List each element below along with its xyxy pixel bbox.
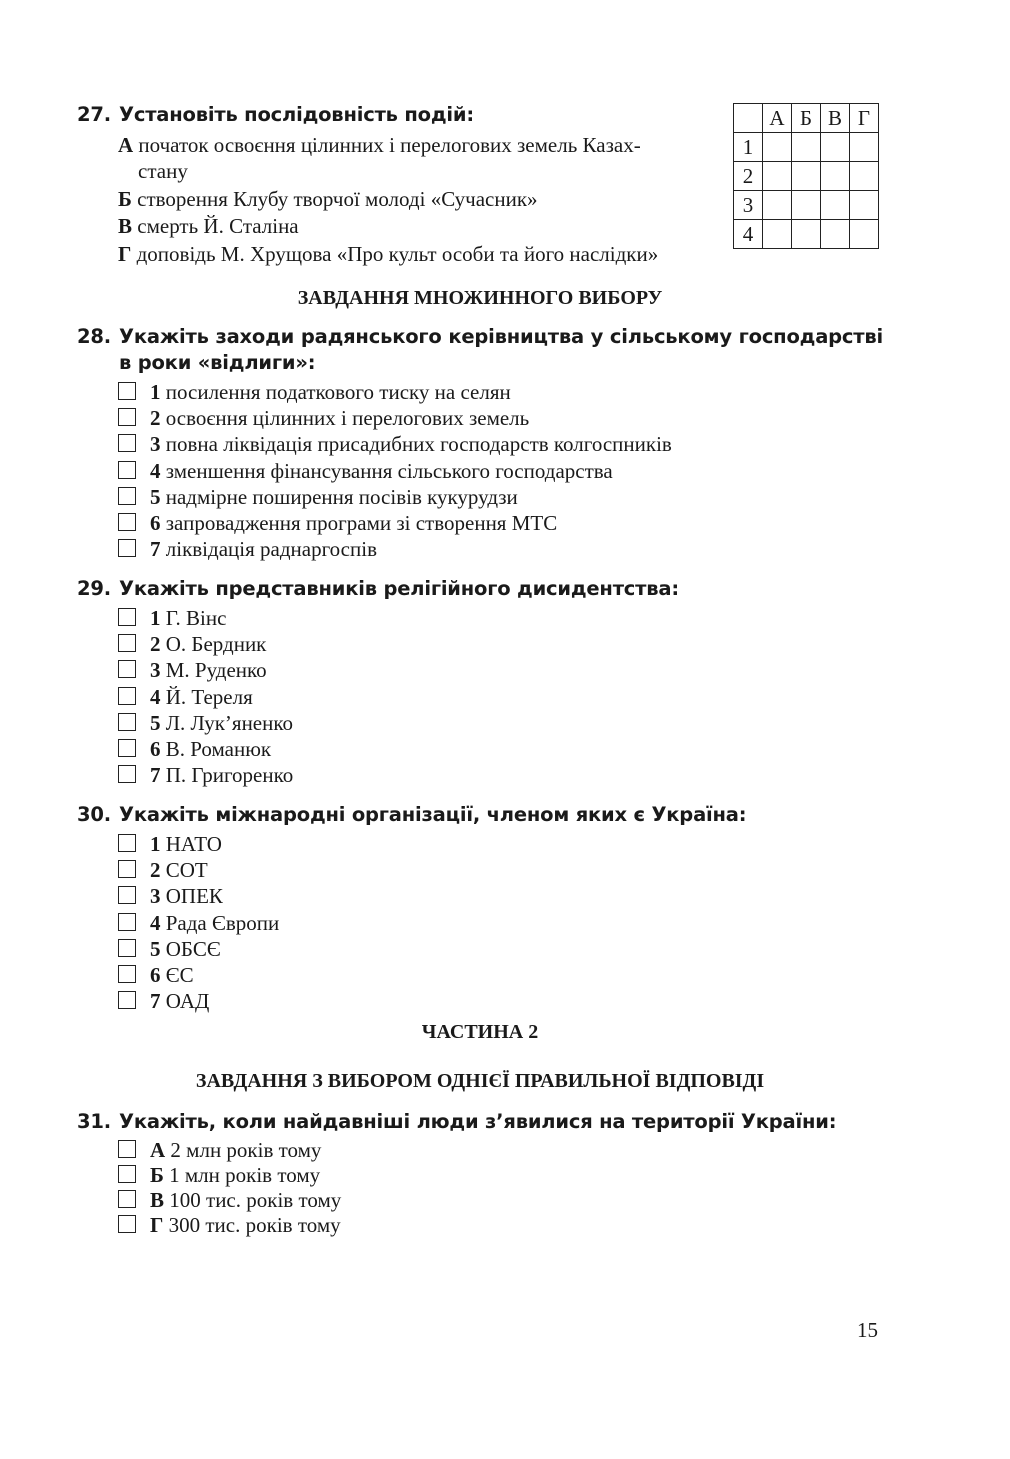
question-text: Установіть послідовність подій: xyxy=(119,103,474,126)
option-checkbox[interactable] xyxy=(118,687,136,705)
grid-cell[interactable] xyxy=(792,191,821,220)
option-checkbox[interactable] xyxy=(118,860,136,878)
grid-cell[interactable] xyxy=(850,162,879,191)
option-checkbox[interactable] xyxy=(118,513,136,531)
option-number: 6 xyxy=(150,963,161,987)
option-checkbox[interactable] xyxy=(118,1165,136,1183)
option-text: Рада Європи xyxy=(165,910,280,935)
option-number: 1 xyxy=(150,380,161,404)
option-label xyxy=(150,1214,341,1236)
option-checkbox[interactable] xyxy=(118,765,136,783)
grid-cell[interactable] xyxy=(821,191,850,220)
page-number: 15 xyxy=(857,1318,878,1342)
option-label xyxy=(150,433,672,455)
grid-col-header: Г xyxy=(850,104,879,133)
grid-cell[interactable] xyxy=(850,133,879,162)
option-number: 6 xyxy=(150,737,161,761)
option-number: 4 xyxy=(150,910,161,935)
option-text: СОТ xyxy=(165,858,208,883)
option-text: ОБСЄ xyxy=(165,936,221,961)
item-text: створення Клубу творчої молоді «Сучасник» xyxy=(137,187,538,211)
option-text: В. Романюк xyxy=(165,737,272,761)
option-checkbox[interactable] xyxy=(118,713,136,731)
option-checkbox[interactable] xyxy=(118,408,136,426)
option-checkbox[interactable] xyxy=(118,1215,136,1233)
option-number: Б xyxy=(150,1163,164,1187)
question-text: Укажіть представників релігійного дисидентства: xyxy=(119,577,679,600)
option-label xyxy=(150,764,293,786)
option-text: ліквідація раднаргоспів xyxy=(165,537,377,562)
option-number: 3 xyxy=(150,884,161,909)
option-checkbox[interactable] xyxy=(118,1190,136,1208)
grid-cell[interactable] xyxy=(850,191,879,220)
option-label xyxy=(150,938,221,960)
option-number: 4 xyxy=(150,458,161,483)
grid-corner-cell xyxy=(734,104,763,133)
grid-cell[interactable] xyxy=(763,133,792,162)
item-letter: Г xyxy=(118,242,132,266)
grid-row-header: 3 xyxy=(734,191,763,220)
option-label xyxy=(150,859,208,881)
grid-row-header: 4 xyxy=(734,220,763,249)
option-text: Г. Вінс xyxy=(165,606,227,630)
grid-cell[interactable] xyxy=(821,133,850,162)
item-text: смерть Й. Сталіна xyxy=(137,214,299,238)
section-heading-multiple-choice: ЗАВДАННЯ МНОЖИННОГО ВИБОРУ xyxy=(297,287,663,309)
option-text: П. Григоренко xyxy=(165,763,294,788)
option-text: 2 млн років тому xyxy=(170,1138,322,1162)
option-checkbox[interactable] xyxy=(118,461,136,479)
option-number: 7 xyxy=(150,989,161,1014)
event-item-a xyxy=(118,132,718,184)
question-text: Укажіть міжнародні організації, членом яких є Україна: xyxy=(119,803,747,826)
option-number: 3 xyxy=(150,658,161,683)
option-checkbox[interactable] xyxy=(118,434,136,452)
question-29-heading xyxy=(77,576,883,602)
event-item-c xyxy=(118,213,299,239)
option-checkbox[interactable] xyxy=(118,660,136,678)
grid-col-header: А xyxy=(763,104,792,133)
option-number: 1 xyxy=(150,606,161,630)
option-label xyxy=(150,990,209,1012)
option-text: ОАД xyxy=(165,989,210,1014)
option-label xyxy=(150,1139,321,1161)
question-number: 27. xyxy=(77,103,111,126)
option-label xyxy=(150,885,223,907)
option-number: 4 xyxy=(150,684,161,709)
question-31-heading xyxy=(77,1109,883,1135)
option-checkbox[interactable] xyxy=(118,487,136,505)
event-item-d xyxy=(118,241,658,267)
grid-cell[interactable] xyxy=(821,162,850,191)
item-letter: Б xyxy=(118,187,132,211)
grid-row-header: 1 xyxy=(734,133,763,162)
option-text: запровадження програми зі створення МТС xyxy=(165,511,558,535)
option-checkbox[interactable] xyxy=(118,913,136,931)
grid-cell[interactable] xyxy=(821,220,850,249)
option-text: М. Руденко xyxy=(165,658,267,683)
option-number: 5 xyxy=(150,484,161,509)
option-checkbox[interactable] xyxy=(118,965,136,983)
question-28-heading xyxy=(77,324,883,376)
option-label xyxy=(150,1189,341,1211)
option-label xyxy=(150,1164,320,1186)
option-number: А xyxy=(150,1138,166,1162)
answer-grid xyxy=(733,103,879,249)
option-text: повна ліквідація присадибних господарств колгоспників xyxy=(165,432,672,457)
option-checkbox[interactable] xyxy=(118,991,136,1009)
option-checkbox[interactable] xyxy=(118,739,136,757)
option-text: 300 тис. років тому xyxy=(168,1213,341,1237)
item-text-continuation: стану xyxy=(138,159,188,183)
grid-cell[interactable] xyxy=(763,162,792,191)
option-label xyxy=(150,407,529,429)
option-text: 100 тис. років тому xyxy=(169,1188,342,1212)
option-number: 7 xyxy=(150,537,161,562)
question-number: 28. xyxy=(77,325,111,348)
option-label xyxy=(150,686,253,708)
option-number: Г xyxy=(150,1213,164,1237)
option-checkbox[interactable] xyxy=(118,608,136,626)
option-text: Й. Тереля xyxy=(165,684,253,709)
item-letter: В xyxy=(118,214,133,238)
grid-cell[interactable] xyxy=(792,220,821,249)
grid-cell[interactable] xyxy=(792,162,821,191)
option-text: ЄС xyxy=(165,963,194,987)
option-label xyxy=(150,486,518,508)
option-label xyxy=(150,712,293,734)
option-checkbox[interactable] xyxy=(118,634,136,652)
option-text: Л. Лук’яненко xyxy=(165,710,294,735)
option-label xyxy=(150,607,226,629)
question-number: 31. xyxy=(77,1110,111,1133)
option-checkbox[interactable] xyxy=(118,539,136,557)
option-number: 5 xyxy=(150,936,161,961)
option-number: В xyxy=(150,1188,165,1212)
option-number: 2 xyxy=(150,406,161,431)
option-text: зменшення фінансування сільського господарства xyxy=(165,458,613,483)
grid-col-header: Б xyxy=(792,104,821,133)
option-number: 5 xyxy=(150,710,161,735)
option-text: ОПЕК xyxy=(165,884,223,909)
option-label xyxy=(150,381,511,403)
option-label xyxy=(150,912,279,934)
part-heading: ЧАСТИНА 2 xyxy=(421,1021,539,1043)
option-checkbox[interactable] xyxy=(118,939,136,957)
option-number: 7 xyxy=(150,763,161,788)
option-number: 1 xyxy=(150,832,161,856)
option-label xyxy=(150,738,271,760)
option-text: О. Бердник xyxy=(165,632,267,657)
option-label xyxy=(150,460,613,482)
item-text: початок освоєння цілинних і перелогових земель Казах- xyxy=(138,133,641,157)
grid-cell[interactable] xyxy=(792,133,821,162)
option-text: освоєння цілинних і перелогових земель xyxy=(165,406,530,431)
grid-col-header: В xyxy=(821,104,850,133)
option-label xyxy=(150,538,377,560)
question-30-heading xyxy=(77,802,883,828)
section-heading-single-choice: ЗАВДАННЯ З ВИБОРОМ ОДНІЄЇ ПРАВИЛЬНОЇ ВІДПОВІДІ xyxy=(195,1070,765,1092)
grid-cell[interactable] xyxy=(850,220,879,249)
option-text: 1 млн років тому xyxy=(169,1163,321,1187)
grid-cell[interactable] xyxy=(763,191,792,220)
option-checkbox[interactable] xyxy=(118,382,136,400)
option-text: посилення податкового тиску на селян xyxy=(165,380,511,404)
option-label xyxy=(150,633,266,655)
option-checkbox[interactable] xyxy=(118,834,136,852)
question-number: 30. xyxy=(77,803,111,826)
option-number: 3 xyxy=(150,432,161,457)
option-number: 2 xyxy=(150,632,161,657)
question-text: Укажіть заходи радянського керівництва у сільському господарстві в роки «відлиги»: xyxy=(119,325,883,374)
item-letter: А xyxy=(118,133,134,157)
item-text: доповідь М. Хрущова «Про культ особи та його наслідки» xyxy=(136,242,659,266)
question-text: Укажіть, коли найдавніші люди з’явилися на території України: xyxy=(119,1110,837,1133)
option-label xyxy=(150,833,222,855)
option-text: НАТО xyxy=(165,832,222,856)
option-checkbox[interactable] xyxy=(118,886,136,904)
grid-cell[interactable] xyxy=(763,220,792,249)
option-label xyxy=(150,659,267,681)
option-checkbox[interactable] xyxy=(118,1140,136,1158)
option-label xyxy=(150,512,557,534)
option-number: 2 xyxy=(150,858,161,883)
question-number: 29. xyxy=(77,577,111,600)
grid-row-header: 2 xyxy=(734,162,763,191)
event-item-b xyxy=(118,186,538,212)
option-text: надмірне поширення посівів кукурудзи xyxy=(165,484,518,509)
option-label xyxy=(150,964,194,986)
option-number: 6 xyxy=(150,511,161,535)
